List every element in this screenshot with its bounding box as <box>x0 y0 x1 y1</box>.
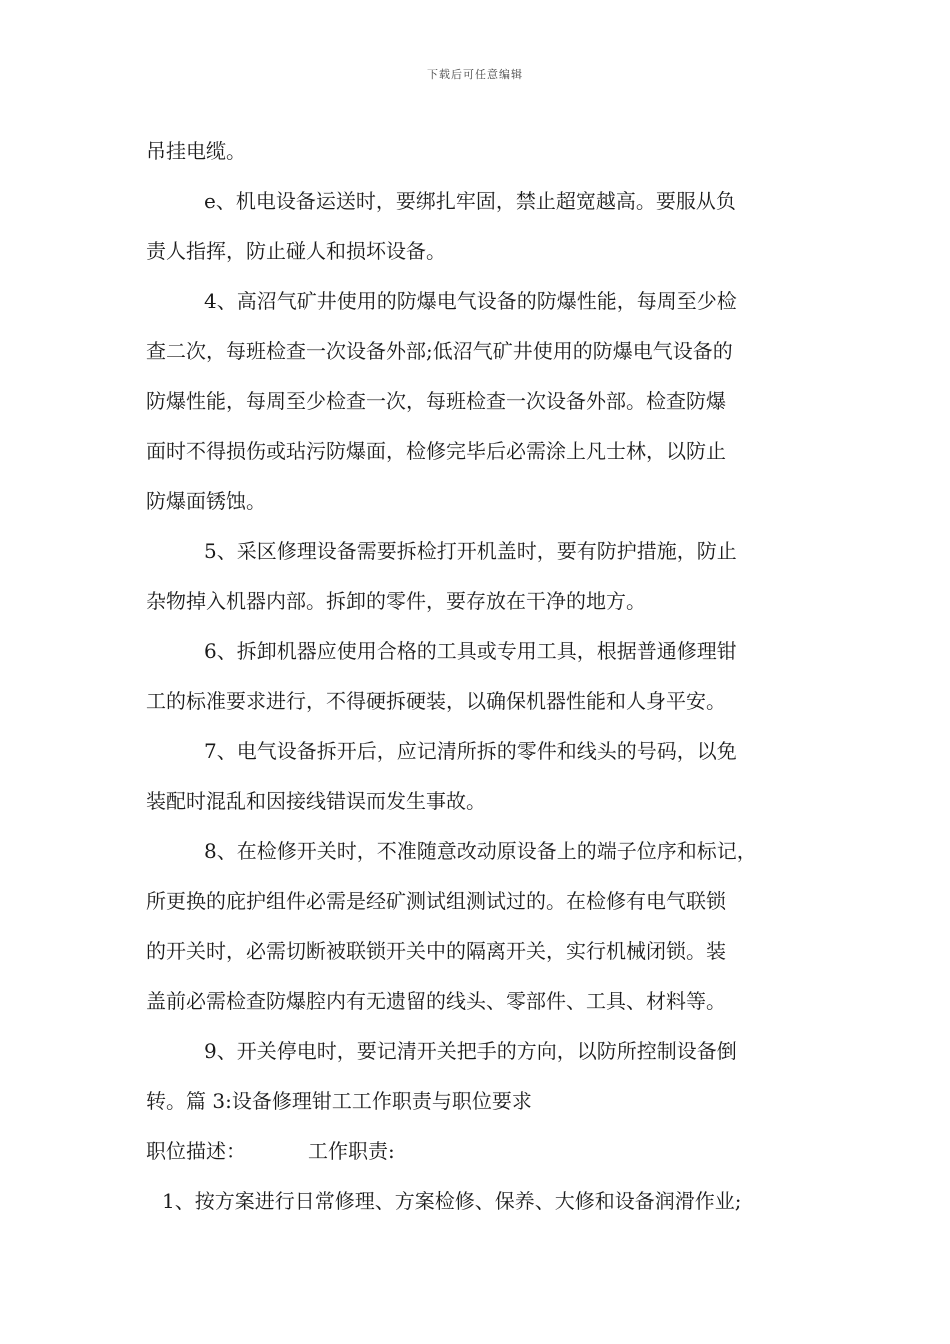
text-line: 转。篇 3:设备修理钳工工作职责与职位要求 <box>146 1089 532 1113</box>
page-header: 下载后可任意编辑 <box>427 68 523 81</box>
text-line: 的开关时，必需切断被联锁开关中的隔离开关，实行机械闭锁。装 <box>146 939 726 963</box>
text-line: 防爆面锈蚀。 <box>146 489 266 513</box>
text-line: 装配时混乱和因接线错误而发生事故。 <box>146 789 486 813</box>
text-line: 查二次，每班检查一次设备外部;低沼气矿井使用的防爆电气设备的 <box>146 339 733 363</box>
text-line: 7、电气设备拆开后，应记清所拆的零件和线头的号码，以免 <box>204 739 737 763</box>
text-line: 8、在检修开关时，不准随意改动原设备上的端子位序和标记， <box>204 839 757 863</box>
document-body <box>146 126 810 1226</box>
job-labels-line <box>146 1126 810 1176</box>
text-line: 面时不得损伤或玷污防爆面，检修完毕后必需涂上凡士林，以防止 <box>146 439 726 463</box>
text-line: 所更换的庇护组件必需是经矿测试组测试过的。在检修有电气联锁 <box>146 889 726 913</box>
text-line: 6、拆卸机器应使用合格的工具或专用工具，根据普通修理钳 <box>204 639 737 663</box>
text-line: 杂物掉入机器内部。拆卸的零件，要存放在干净的地方。 <box>146 589 646 613</box>
text-line: 责人指挥，防止碰人和损坏设备。 <box>146 239 446 263</box>
text-line: e、机电设备运送时，要绑扎牢固，禁止超宽越高。要服从负 <box>204 189 736 213</box>
text-line: 盖前必需检查防爆腔内有无遗留的线头、零部件、工具、材料等。 <box>146 989 726 1013</box>
job-duties-label: 工作职责: <box>308 1139 395 1163</box>
text-line: 吊挂电缆。 <box>146 139 246 163</box>
text-line: 9、开关停电时，要记清开关把手的方向，以防所控制设备倒 <box>204 1039 737 1063</box>
text-line: 防爆性能，每周至少检查一次，每班检查一次设备外部。检查防爆 <box>146 389 726 413</box>
text-line: 4、高沼气矿井使用的防爆电气设备的防爆性能，每周至少检 <box>204 289 737 313</box>
job-duty-item: 1、按方案进行日常修理、方案检修、保养、大修和设备润滑作业; <box>162 1189 742 1213</box>
text-line: 5、采区修理设备需要拆检打开机盖时，要有防护措施，防止 <box>204 539 737 563</box>
job-description-label: 职位描述： <box>146 1139 246 1163</box>
text-line: 工的标准要求进行，不得硬拆硬装，以确保机器性能和人身平安。 <box>146 689 726 713</box>
